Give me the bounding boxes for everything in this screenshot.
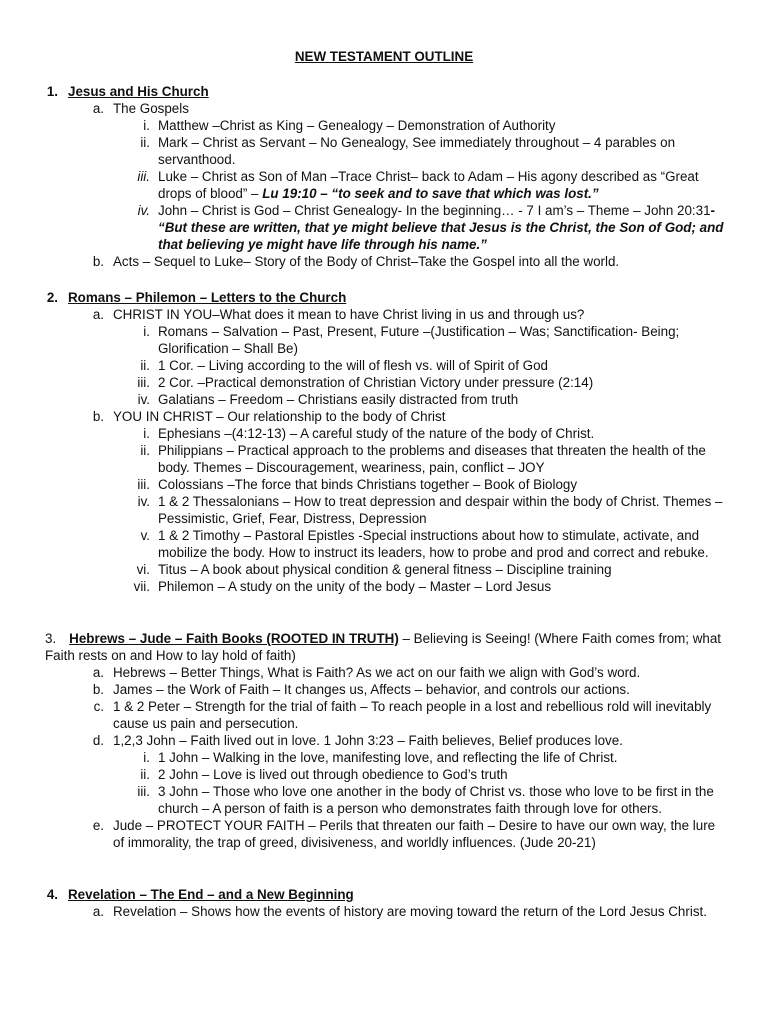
item-text: 1 John – Walking in the love, manifesting love, and reflecting the life of Christ. bbox=[158, 750, 618, 765]
item-marker: a. bbox=[92, 665, 104, 680]
outline-item bbox=[0, 168, 768, 202]
outline-item bbox=[0, 561, 768, 578]
item-text: 1 Cor. – Living according to the will of flesh vs. will of Spirit of God bbox=[158, 358, 548, 373]
item-marker: d. bbox=[92, 733, 104, 748]
item-text: Philemon – A study on the unity of the body – Master – Lord Jesus bbox=[158, 579, 552, 594]
item-marker: ii. bbox=[140, 358, 150, 373]
section-3 bbox=[0, 630, 768, 851]
item-text: Colossians –The force that binds Christians together – Book of Biology bbox=[158, 477, 578, 492]
item-marker: iii. bbox=[137, 375, 150, 390]
outline-item bbox=[0, 527, 768, 561]
section-number: 3. bbox=[45, 631, 57, 646]
item-text: Ephesians –(4:12-13) – A careful study of the nature of the body of Christ. bbox=[158, 426, 595, 441]
item-text: 3 John – Those who love one another in the body of Christ vs. those who love to be first in the church – A person of faith is a person who demonstrates faith through love for others. bbox=[158, 784, 714, 816]
outline-item bbox=[0, 698, 768, 732]
item-marker: b. bbox=[92, 682, 104, 697]
item-text: 1 & 2 Thessalonians – How to treat depression and despair within the body of Christ. Themes –Pessimistic, Grief, Fear, Distress, Depression bbox=[158, 494, 723, 526]
outline-item bbox=[0, 253, 768, 270]
scripture-quote: - “But these are written, that ye might believe that Jesus is the Christ, the Son of God; and that believing ye might have life through his name.” bbox=[158, 203, 724, 252]
item-text: James – the Work of Faith – It changes us, Affects – behavior, and controls our actions. bbox=[113, 682, 630, 697]
item-text: Acts – Sequel to Luke– Story of the Body of Christ–Take the Gospel into all the world. bbox=[113, 254, 620, 269]
item-marker: ii. bbox=[140, 767, 150, 782]
item-text: 2 John – Love is lived out through obedience to God’s truth bbox=[158, 767, 508, 782]
outline-item bbox=[0, 202, 768, 253]
item-marker: iv. bbox=[137, 494, 150, 509]
outline-item bbox=[0, 357, 768, 374]
outline-item bbox=[0, 732, 768, 749]
item-text: Mark – Christ as Servant – No Genealogy, See immediately throughout – 4 parables on servanthood. bbox=[158, 135, 676, 167]
section-intro: – Believing is Seeing! (Where Faith comes from; what Faith rests on and How to lay hold of faith) bbox=[45, 631, 722, 663]
item-marker: i. bbox=[143, 118, 150, 133]
section-2-heading-row bbox=[0, 289, 768, 306]
item-marker: iv. bbox=[137, 203, 150, 218]
section-number: 4. bbox=[46, 887, 58, 902]
outline-item bbox=[0, 408, 768, 425]
item-marker: v. bbox=[140, 528, 150, 543]
item-text bbox=[158, 202, 728, 253]
section-heading: Romans – Philemon – Letters to the Church bbox=[68, 290, 347, 305]
section-4 bbox=[0, 886, 768, 920]
outline-item bbox=[0, 425, 768, 442]
item-body: Luke – Christ as Son of Man –Trace Christ– back to Adam – His agony described as “Great drops of blood” – bbox=[158, 169, 699, 201]
item-body: John – Christ is God – Christ Genealogy- In the beginning… - 7 I am’s – Theme – John 20:31 bbox=[158, 203, 711, 218]
section-heading: Jesus and His Church bbox=[68, 84, 209, 99]
item-marker: ii. bbox=[140, 135, 150, 150]
item-marker: b. bbox=[92, 409, 104, 424]
item-marker: iii. bbox=[137, 477, 150, 492]
item-text: 1,2,3 John – Faith lived out in love. 1 John 3:23 – Faith believes, Belief produces love. bbox=[113, 733, 623, 748]
outline-item bbox=[0, 664, 768, 681]
item-text: Galatians – Freedom – Christians easily distracted from truth bbox=[158, 392, 519, 407]
item-marker: vi. bbox=[136, 562, 150, 577]
outline-item bbox=[0, 749, 768, 766]
item-text: Titus – A book about physical condition & general fitness – Discipline training bbox=[158, 562, 612, 577]
outline-item bbox=[0, 766, 768, 783]
outline-item bbox=[0, 493, 768, 527]
item-text: Romans – Salvation – Past, Present, Future –(Justification – Was; Sanctification- Being; Glorification – Shall Be) bbox=[158, 324, 680, 356]
section-1-heading-row bbox=[0, 83, 768, 100]
section-heading: Hebrews – Jude – Faith Books (ROOTED IN TRUTH) bbox=[69, 631, 399, 646]
item-marker: iii. bbox=[137, 784, 150, 799]
item-text: 2 Cor. –Practical demonstration of Christian Victory under pressure (2:14) bbox=[158, 375, 594, 390]
item-marker: i. bbox=[143, 324, 150, 339]
section-2 bbox=[0, 289, 768, 595]
item-marker: i. bbox=[143, 426, 150, 441]
item-text: YOU IN CHRIST – Our relationship to the body of Christ bbox=[113, 409, 446, 424]
section-3-heading-row bbox=[0, 630, 768, 664]
outline-item bbox=[0, 476, 768, 493]
outline-item bbox=[0, 323, 768, 357]
section-number: 1. bbox=[46, 84, 58, 99]
item-marker: e. bbox=[92, 818, 104, 833]
outline-item bbox=[0, 817, 768, 851]
section-heading: Revelation – The End – and a New Beginning bbox=[68, 887, 354, 902]
section-4-heading-row bbox=[0, 886, 768, 903]
item-text: Hebrews – Better Things, What is Faith? As we act on our faith we align with God’s word. bbox=[113, 665, 641, 680]
item-marker: vii. bbox=[133, 579, 150, 594]
item-text: Revelation – Shows how the events of history are moving toward the return of the Lord Jesus Christ. bbox=[113, 904, 707, 919]
outline-item bbox=[0, 442, 768, 476]
section-number: 2. bbox=[46, 290, 58, 305]
outline-item bbox=[0, 117, 768, 134]
item-text: Jude – PROTECT YOUR FAITH – Perils that threaten our faith – Desire to have our own way, the lure of immorality, the trap of greed, divisiveness, and worldly influences. (Jude 20-21) bbox=[113, 818, 716, 850]
item-text: Philippians – Practical approach to the problems and diseases that threaten the health of the body. Themes – Discouragement, weariness, pain, conflict – JOY bbox=[158, 443, 706, 475]
section-1 bbox=[0, 83, 768, 270]
item-marker: ii. bbox=[140, 443, 150, 458]
item-marker: iii. bbox=[137, 169, 150, 184]
page-title: NEW TESTAMENT OUTLINE bbox=[294, 49, 474, 64]
item-text: CHRIST IN YOU–What does it mean to have Christ living in us and through us? bbox=[113, 307, 585, 322]
item-marker: a. bbox=[92, 307, 104, 322]
item-marker: c. bbox=[93, 699, 104, 714]
section-3-intro bbox=[0, 630, 728, 664]
item-text: 1 & 2 Timothy – Pastoral Epistles -Special instructions about how to stimulate, activate, and mobilize the body. How to instruct its leaders, how to probe and prod and correct and rebuke. bbox=[158, 528, 709, 560]
outline-item bbox=[0, 374, 768, 391]
item-marker: b. bbox=[92, 254, 104, 269]
outline-item bbox=[0, 681, 768, 698]
outline-item bbox=[0, 100, 768, 117]
item-text bbox=[158, 168, 728, 202]
item-marker: a. bbox=[92, 101, 104, 116]
outline-item bbox=[0, 578, 768, 595]
item-marker: i. bbox=[143, 750, 150, 765]
outline-item bbox=[0, 783, 768, 817]
item-text: The Gospels bbox=[113, 101, 189, 116]
item-text: Matthew –Christ as King – Genealogy – Demonstration of Authority bbox=[158, 118, 556, 133]
scripture-quote: Lu 19:10 – “to seek and to save that which was lost.” bbox=[262, 186, 599, 201]
outline-item bbox=[0, 134, 768, 168]
outline-item bbox=[0, 306, 768, 323]
item-marker: a. bbox=[92, 904, 104, 919]
outline-item bbox=[0, 903, 768, 920]
outline-item bbox=[0, 391, 768, 408]
item-text: 1 & 2 Peter – Strength for the trial of faith – To reach people in a lost and rebellious rold will inevitably cause us pain and persecution. bbox=[113, 699, 712, 731]
item-marker: iv. bbox=[137, 392, 150, 407]
